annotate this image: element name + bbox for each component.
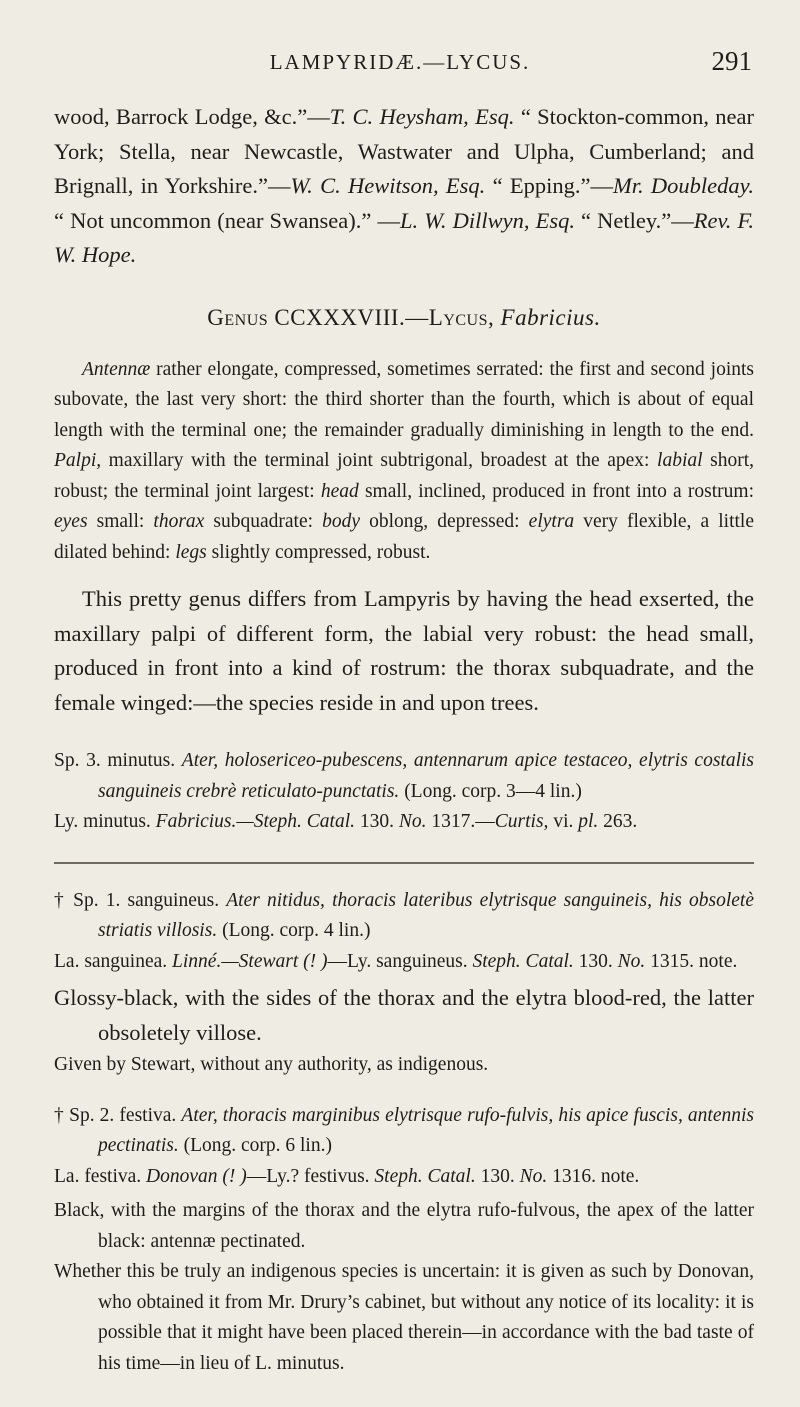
species-2-diagnosis: † Sp. 2. festiva. Ater, thoracis marginibus elytrisque rufo-fulvis, his apice fuscis, antennis pectinatis. (Long. corp. 6 lin.) xyxy=(54,1104,755,1156)
species-1-diagnosis: † Sp. 1. sanguineus. Ater nitidus, thoracis lateribus elytrisque sanguineis, his obsoletè striatis villosis. (Long. corp. 4 lin.) xyxy=(54,889,755,941)
genus-description: Antennæ rather elongate, compressed, sometimes serrated: the first and second joints subovate, the last very short: the third shorter than the fourth, which is about of equal length with the terminal one; the remainder gradually diminishing in length to the end. Palpi, maxillary with the terminal joint subtrigonal, broadest at the apex: labial short, robust; the terminal joint largest: head small, inclined, produced in front into a rostrum: eyes small: thorax subquadrate: body oblong, depressed: elytra very flexible, a little dilated behind: legs slightly compressed, robust. xyxy=(54,358,754,563)
body-text xyxy=(54,100,754,1379)
running-head: LAMPYRIDÆ.—LYCUS. xyxy=(269,50,531,74)
page-number: 291 xyxy=(711,46,752,76)
species-2-synonymy: La. festiva. Donovan (! )—Ly.? festivus. Steph. Catal. 130. No. 1316. note. xyxy=(54,1165,640,1187)
genus-remarks: This pretty genus differs from Lampyris by having the head exserted, the maxillary palpi of different form, the labial very robust: the head small, produced in front into a kind of rostrum: the thorax subquadrate, and the female winged:—the species reside in and upon trees. xyxy=(54,586,754,715)
genus-heading: Genus CCXXXVIII.—Lycus, Fabricius. xyxy=(207,304,601,330)
species-1-note: Given by Stewart, without any authority, as indigenous. xyxy=(54,1054,489,1075)
species-3-synonymy: Ly. minutus. Fabricius.—Steph. Catal. 130. No. 1317.—Curtis, vi. pl. 263. xyxy=(54,811,638,832)
species-1-synonymy: La. sanguinea. Linné.—Stewart (! )—Ly. sanguineus. Steph. Catal. 130. No. 1315. note. xyxy=(54,950,738,972)
species-1-description: Glossy-black, with the sides of the thorax and the elytra blood-red, the latter obsoletely villose. xyxy=(54,985,754,1045)
species-2-remarks: Whether this be truly an indigenous species is uncertain: it is given as such by Donovan, who obtained it from Mr. Drury’s cabinet, but without any notice of its locality: it is possible that it might have been placed therein—in accordance with the bad taste of his time—in lieu of L. minutus. xyxy=(54,1261,754,1374)
species-3-diagnosis: Sp. 3. minutus. Ater, holosericeo-pubescens, antennarum apice testaceo, elytris costalis sanguineis crebrè reticulato-punctatis. (Long. corp. 3—4 lin.) xyxy=(54,750,755,802)
page-header xyxy=(0,46,800,86)
section-divider xyxy=(54,862,754,864)
intro-paragraph: wood, Barrock Lodge, &c.”—T. C. Heysham, Esq. “ Stockton-common, near York; Stella, near Newcastle, Wastwater and Ulpha, Cumberland; and Brignall, in Yorkshire.”—W. C. Hewitson, Esq. “ Epping.”—Mr. Doubleday. “ Not uncommon (near Swansea).” —L. W. Dillwyn, Esq. “ Netley.”—Rev. F. W. Hope. xyxy=(54,104,755,267)
species-2-description: Black, with the margins of the thorax and the elytra rufo-fulvous, the apex of the latter black: antennæ pectinated. xyxy=(54,1200,754,1252)
